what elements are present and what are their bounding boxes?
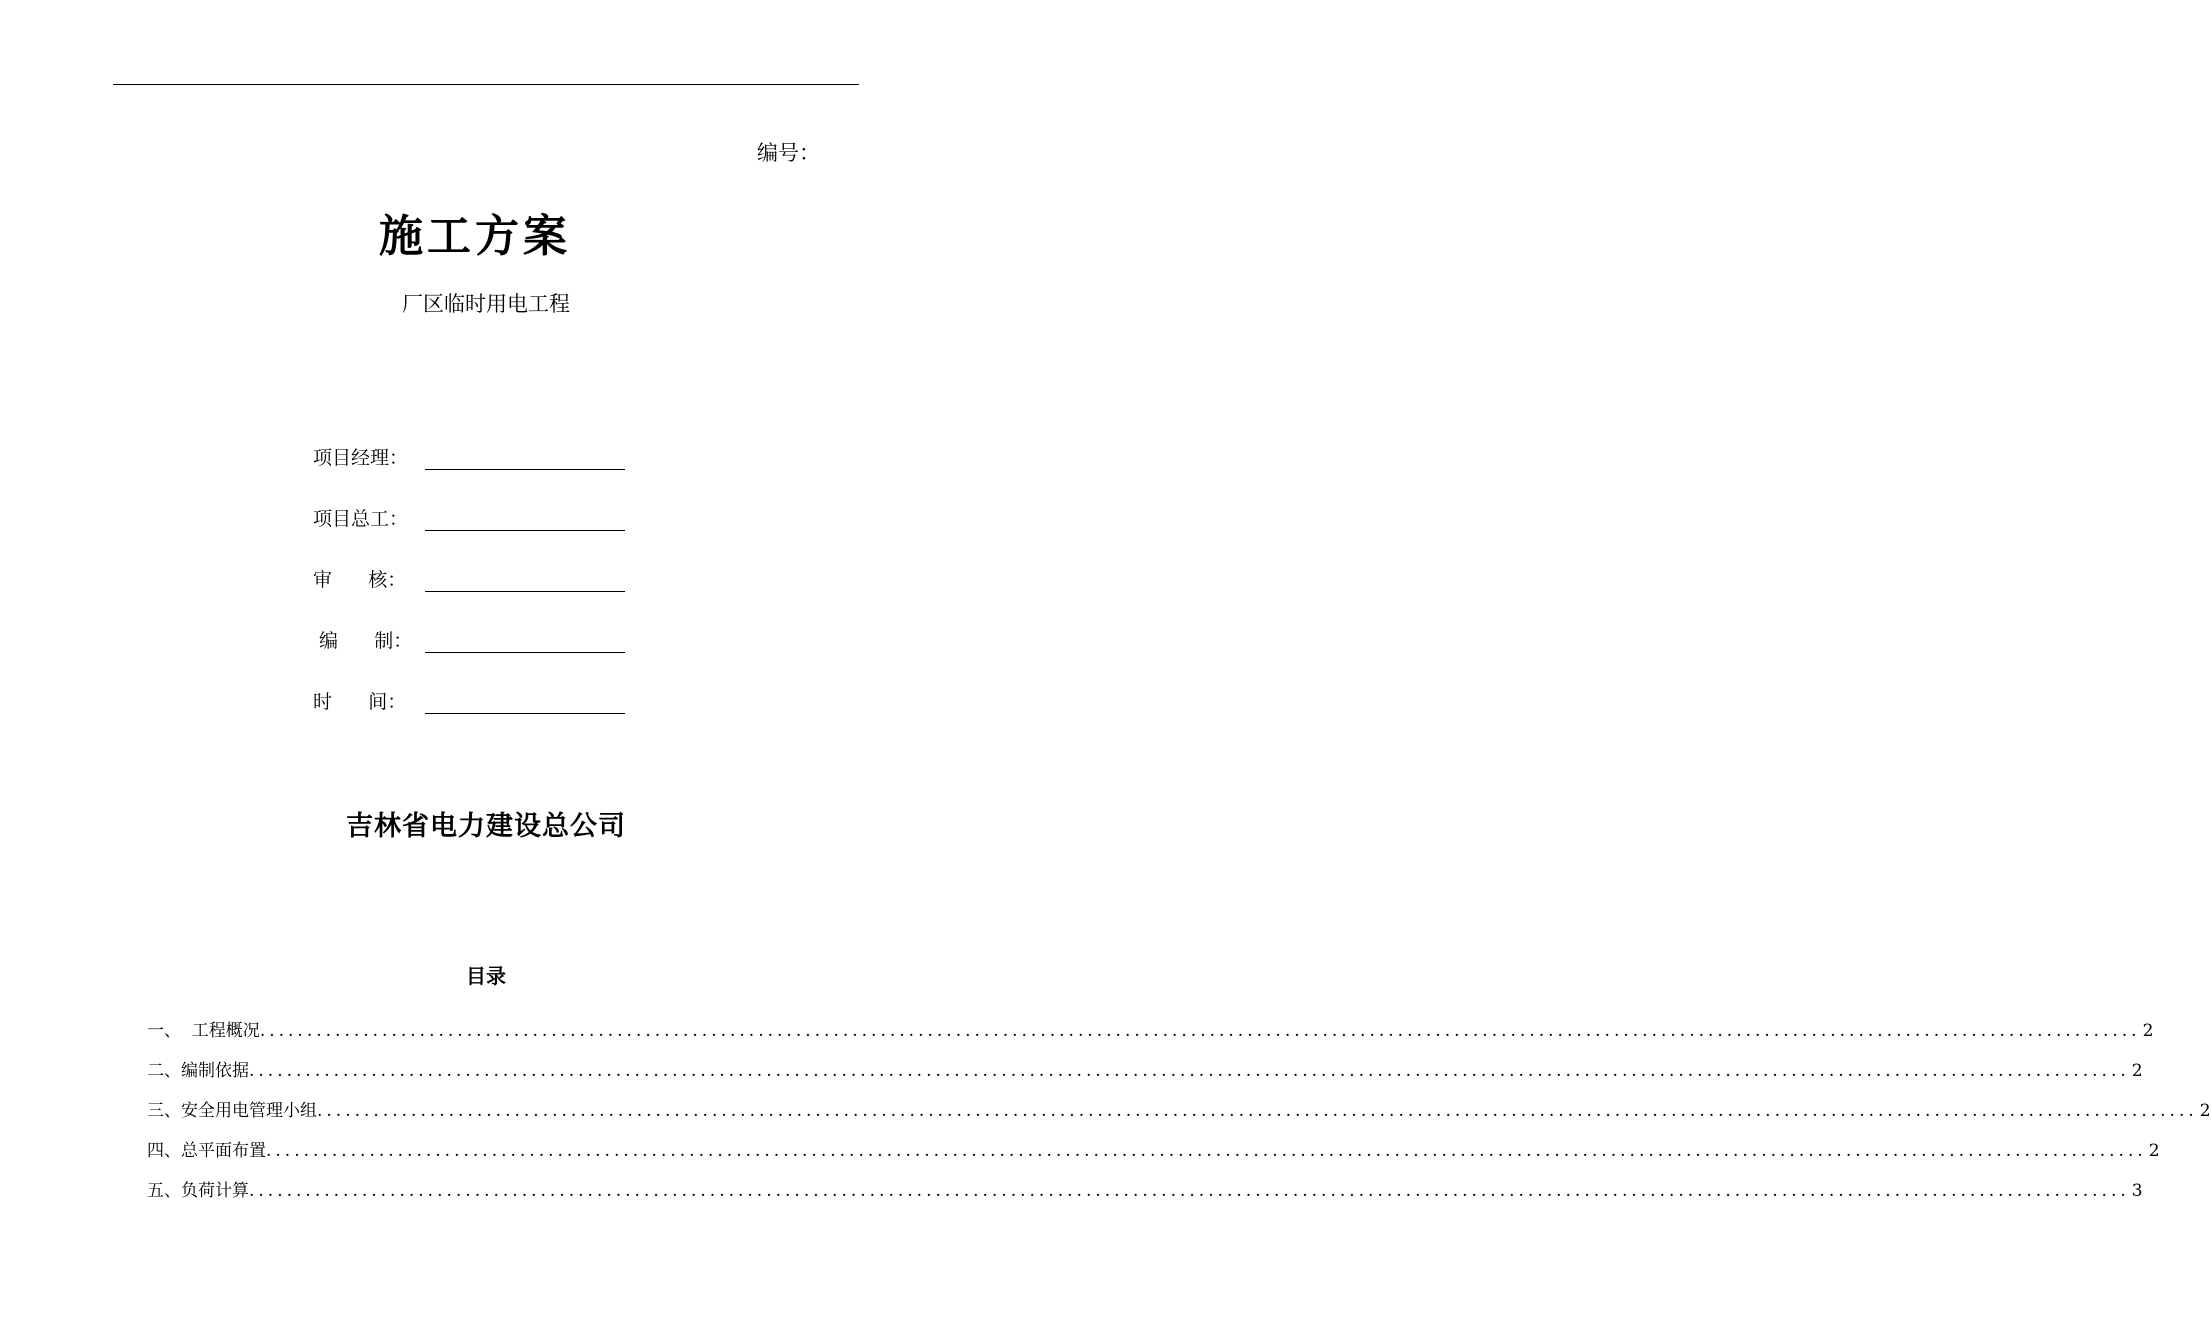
toc-title: 目录 bbox=[466, 964, 506, 988]
document-title: 施工方案 bbox=[379, 211, 571, 262]
signature-label: 审 核： bbox=[313, 569, 407, 591]
signature-label: 时 间： bbox=[313, 691, 407, 713]
signature-line bbox=[425, 652, 625, 653]
toc-item[interactable] bbox=[147, 1016, 2154, 1056]
toc-leader-dots: ........................................................................................................................................................................................................ bbox=[259, 1021, 2141, 1041]
toc-item-page: 2 bbox=[2131, 1061, 2143, 1081]
toc-item-label: 三、安全用电管理小组 bbox=[147, 1101, 317, 1121]
toc-item-page: 2 bbox=[2142, 1021, 2154, 1041]
toc-item[interactable] bbox=[147, 1056, 2143, 1096]
document-number-label: 编号： bbox=[757, 141, 820, 165]
toc-item[interactable] bbox=[147, 1176, 2143, 1216]
toc-item-label: 一、 工程概况 bbox=[147, 1021, 260, 1041]
signature-label: 项目经理： bbox=[313, 447, 409, 469]
signature-line bbox=[425, 469, 625, 470]
company-name: 吉林省电力建设总公司 bbox=[346, 811, 626, 842]
toc-item-label: 五、负荷计算 bbox=[147, 1181, 249, 1201]
signature-line bbox=[425, 591, 625, 592]
document-subtitle: 厂区临时用电工程 bbox=[402, 292, 570, 316]
signature-label: 编 制： bbox=[313, 630, 413, 652]
signature-line bbox=[425, 713, 625, 714]
toc-item-label: 二、编制依据 bbox=[147, 1061, 249, 1081]
header-rule bbox=[113, 84, 859, 85]
toc-item-label: 四、总平面布置 bbox=[147, 1141, 266, 1161]
toc-leader-dots: ........................................................................................................................................................................................................ bbox=[249, 1061, 2130, 1081]
toc-leader-dots: ........................................................................................................................................................................................................ bbox=[266, 1141, 2147, 1161]
toc-leader-dots: ........................................................................................................................................................................................................ bbox=[249, 1181, 2130, 1201]
toc-item[interactable] bbox=[147, 1136, 2160, 1176]
signature-line bbox=[425, 530, 625, 531]
toc-item-page: 2 bbox=[2199, 1101, 2211, 1121]
toc-item[interactable] bbox=[147, 1096, 2211, 1136]
toc-item-page: 3 bbox=[2131, 1181, 2143, 1201]
signature-label: 项目总工： bbox=[313, 508, 409, 530]
toc-item-page: 2 bbox=[2148, 1141, 2160, 1161]
toc-list bbox=[147, 1016, 2211, 1216]
toc-leader-dots: ........................................................................................................................................................................................................ bbox=[317, 1101, 2198, 1121]
